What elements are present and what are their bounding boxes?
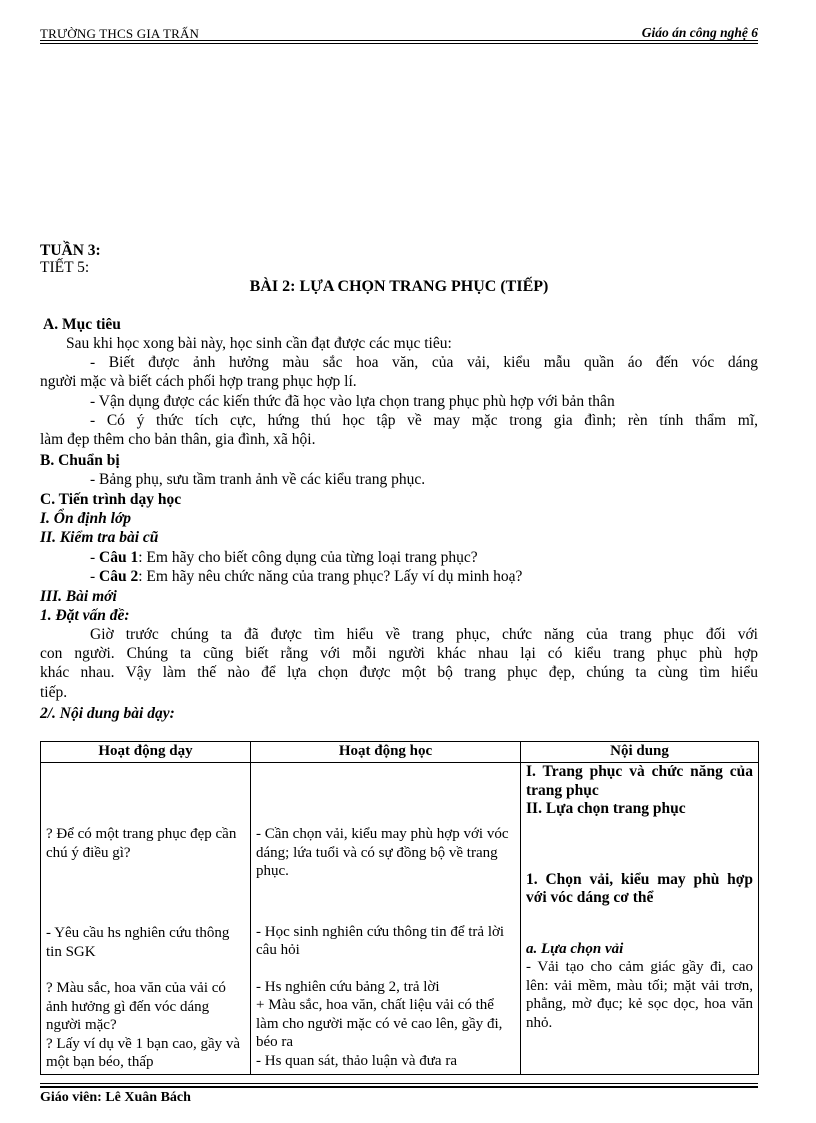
section-b-item: - Bảng phụ, sưu tầm tranh ảnh về các kiểu trang phục. xyxy=(90,471,426,488)
intro-line-3: khác nhau. Vậy làm thế nào để lựa chọn được một bộ trang phục đẹp, chúng ta cùng tìm hiểu xyxy=(40,664,758,681)
section-a-heading: A. Mục tiêu xyxy=(43,316,121,333)
section-c-1: I. Ổn định lớp xyxy=(40,510,132,527)
header-rule xyxy=(40,40,758,41)
section-a-intro: Sau khi học xong bài này, học sinh cần đạt được các mục tiêu: xyxy=(66,335,452,352)
learn-item: - Hs nghiên cứu bảng 2, trả lời xyxy=(256,978,440,995)
section-c-3-1: 1. Đặt vấn đề: xyxy=(40,607,130,624)
teach-cell xyxy=(41,763,251,1075)
table-row xyxy=(41,763,759,1075)
footer-rule xyxy=(40,1083,758,1084)
intro-line-1: Giờ trước chúng ta đã được tìm hiểu về trang phục, chức năng của trang phục đối với xyxy=(90,626,758,643)
header-subject: Giáo án công nghệ 6 xyxy=(641,25,758,40)
goal-1-line-2: người mặc và biết cách phối hợp trang phục hợp lí. xyxy=(40,373,357,390)
goal-3-line-2: làm đẹp thêm cho bản thân, gia đình, xã hội. xyxy=(40,431,316,448)
header-school: TRƯỜNG THCS GIA TRẤN xyxy=(40,26,200,41)
goal-3-line-1: - Có ý thức tích cực, hứng thú học tập về may mặc trong gia đình; rèn tính thẩm mĩ, xyxy=(90,412,758,429)
section-b-heading: B. Chuẩn bị xyxy=(40,452,120,469)
footer-rule-2 xyxy=(40,1086,758,1088)
lesson-title: BÀI 2: LỰA CHỌN TRANG PHỤC (TIẾP) xyxy=(249,278,549,295)
col-header-learn: Hoạt động học xyxy=(251,742,521,763)
content-item: 1. Chọn vải, kiểu may phù hợp với vóc dáng cơ thể xyxy=(526,870,753,906)
content-cell xyxy=(521,763,759,1075)
learn-item: - Cần chọn vải, kiểu may phù hợp với vóc dáng; lứa tuổi và có sự đồng bộ về trang phục. xyxy=(256,826,509,879)
intro-line-2: con người. Chúng ta cũng biết rằng với mỗi người khác nhau lại có kiểu trang phục phù hợp xyxy=(40,645,758,662)
teach-item: ? Màu sắc, hoa văn của vải có ảnh hưởng gì đến vóc dáng người mặc? xyxy=(46,980,226,1033)
teach-item: ? Lấy ví dụ về 1 bạn cao, gầy và một bạn béo, thấp xyxy=(46,1035,241,1070)
teach-item: ? Để có một trang phục đẹp cần chú ý điều gì? xyxy=(46,826,237,861)
question-2-label: Câu 2 xyxy=(99,568,139,585)
question-1-text: : Em hãy cho biết công dụng của từng loại trang phục? xyxy=(138,549,478,566)
content-item: - Vải tạo cho cảm giác gầy đi, cao lên: vải mềm, màu tối; mặt vải trơn, phẳng, mờ đục; kẻ sọc dọc, hoa văn nhỏ. xyxy=(526,959,753,1031)
footer-teacher: Giáo viên: Lê Xuân Bách xyxy=(40,1090,191,1105)
learn-cell xyxy=(251,763,521,1075)
goal-1-line-1: - Biết được ảnh hưởng màu sắc hoa văn, của vải, kiểu mẫu quần áo đến vóc dáng xyxy=(90,354,758,371)
section-c-3-2: 2/. Nội dung bài dạy: xyxy=(40,705,175,722)
content-item: I. Trang phục và chức năng của trang phục xyxy=(526,763,753,799)
col-header-teach: Hoạt động dạy xyxy=(41,742,251,763)
question-2: - Câu 2: Em hãy nêu chức năng của trang phục? Lấy ví dụ minh hoạ? xyxy=(90,568,523,585)
question-1: - Câu 1: Em hãy cho biết công dụng của từng loại trang phục? xyxy=(90,549,478,566)
section-c-3: III. Bài mới xyxy=(40,588,117,605)
header-rule-2 xyxy=(40,43,758,44)
period-label: TIẾT 5: xyxy=(40,259,90,276)
week-label: TUẦN 3: xyxy=(40,242,101,259)
question-1-label: Câu 1 xyxy=(99,549,139,566)
section-c-heading: C. Tiến trình dạy học xyxy=(40,491,182,508)
lesson-table xyxy=(40,741,759,1075)
section-c-2: II. Kiểm tra bài cũ xyxy=(40,529,159,546)
col-header-content: Nội dung xyxy=(521,742,759,763)
content-item: a. Lựa chọn vải xyxy=(526,940,624,957)
intro-line-4: tiếp. xyxy=(40,684,68,701)
learn-item: - Hs quan sát, thảo luận và đưa ra xyxy=(256,1052,457,1069)
goal-2: - Vận dụng được các kiến thức đã học vào lựa chọn trang phục phù hợp với bản thân xyxy=(90,393,615,410)
learn-item: + Màu sắc, hoa văn, chất liệu vải có thể làm cho người mặc có vẻ cao lên, gầy đi, béo ra xyxy=(256,997,503,1050)
table-header-row xyxy=(41,742,759,763)
question-2-text: : Em hãy nêu chức năng của trang phục? Lấy ví dụ minh hoạ? xyxy=(138,568,523,585)
teach-item: - Yêu cầu hs nghiên cứu thông tin SGK xyxy=(46,925,230,960)
content-item: II. Lựa chọn trang phục xyxy=(526,800,686,817)
learn-item: - Học sinh nghiên cứu thông tin để trả lời câu hỏi xyxy=(256,923,505,958)
